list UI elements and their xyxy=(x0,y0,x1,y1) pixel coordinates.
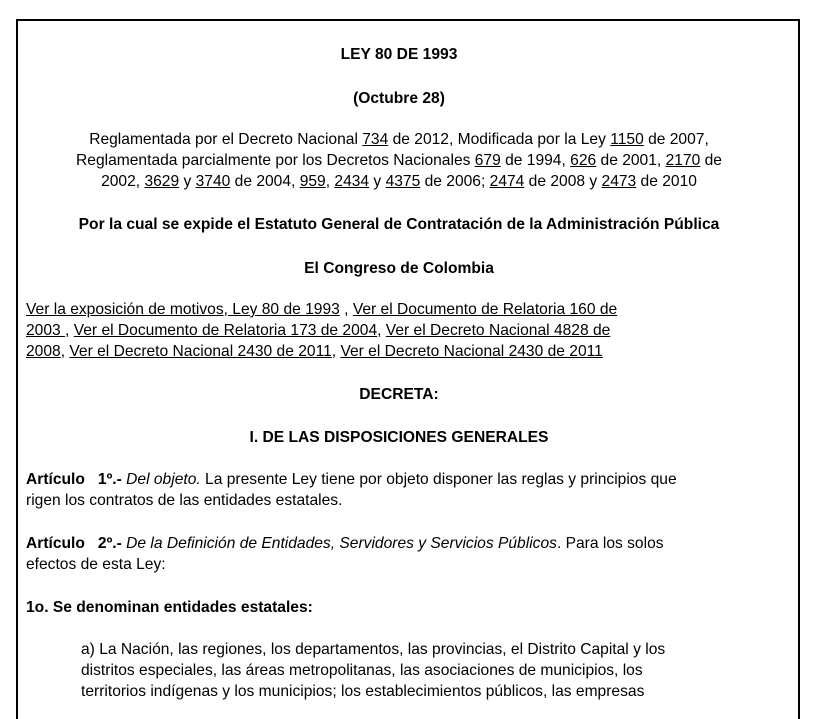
article-2-heading: De la Definición de Entidades, Servidores y Servicios Públicos xyxy=(126,535,557,552)
regulations-text: Reglamentada parcialmente por los Decretos Nacionales xyxy=(76,152,475,169)
link-relatoria-160[interactable]: Ver el Documento de Relatoria 160 de xyxy=(352,301,618,318)
decree-link-959[interactable]: 959 xyxy=(299,173,326,190)
link-decreto-4828-cont[interactable]: 2008 xyxy=(26,343,61,360)
article-2-line-1 xyxy=(26,533,664,554)
law-date: (Octubre 28) xyxy=(353,90,445,107)
item-a-line-3: territorios indígenas y los municipios; los establecimientos públicos, las empresas xyxy=(81,683,645,700)
link-separator: , xyxy=(65,322,74,339)
item-a-line-2: distritos especiales, las áreas metropolitanas, las asociaciones de municipios, los xyxy=(81,662,643,679)
related-links-line-2 xyxy=(26,320,610,341)
item-1-heading: 1o. Se denominan entidades estatales: xyxy=(26,599,313,616)
link-separator: , xyxy=(331,343,341,360)
regulations-text: de 2001, xyxy=(596,152,666,169)
link-separator: , xyxy=(60,343,70,360)
article-2-label: Artículo 2º.- xyxy=(26,535,122,552)
link-separator: , xyxy=(377,322,386,339)
section-title: I. DE LAS DISPOSICIONES GENERALES xyxy=(249,429,549,446)
link-relatoria-173[interactable]: Ver el Documento de Relatoria 173 de 2004 xyxy=(73,322,378,339)
regulations-text: de xyxy=(700,152,722,169)
regulations-text: de 2010 xyxy=(636,173,697,190)
article-1-line-2: rigen los contratos de las entidades estatales. xyxy=(26,492,343,509)
link-separator: , xyxy=(339,301,353,318)
decree-link-734[interactable]: 734 xyxy=(362,131,389,148)
link-decreto-2430-a[interactable]: Ver el Decreto Nacional 2430 de 2011 xyxy=(69,343,332,360)
related-links-line-1 xyxy=(26,299,617,320)
issuer: El Congreso de Colombia xyxy=(304,260,494,277)
decree-link-4375[interactable]: 4375 xyxy=(385,173,421,190)
article-1-line-1 xyxy=(26,469,677,490)
decree-link-2473[interactable]: 2473 xyxy=(601,173,637,190)
regulations-text: de 2008 y xyxy=(524,173,602,190)
law-subtitle: Por la cual se expide el Estatuto General de Contratación de la Administración Pública xyxy=(78,216,720,233)
regulations-text: y xyxy=(179,173,196,190)
related-links-line-3 xyxy=(26,341,603,362)
link-decreto-4828[interactable]: Ver el Decreto Nacional 4828 de xyxy=(385,322,611,339)
article-2-line-2: efectos de esta Ley: xyxy=(26,556,166,573)
decree-link-3629[interactable]: 3629 xyxy=(144,173,180,190)
article-2-text: . Para los solos xyxy=(556,535,664,552)
regulations-text: 2002, xyxy=(101,173,145,190)
regulations-line-2 xyxy=(16,150,782,171)
article-1-label: Artículo 1º.- xyxy=(26,471,122,488)
article-1-text: La presente Ley tiene por objeto disponer las reglas y principios que xyxy=(200,471,677,488)
regulations-text: de 2012, Modificada por la Ley xyxy=(388,131,611,148)
law-title: LEY 80 DE 1993 xyxy=(340,46,458,63)
item-a-line-1: a) La Nación, las regiones, los departamentos, las provincias, el Distrito Capital y los xyxy=(81,641,666,658)
regulations-text: de 2004, xyxy=(230,173,300,190)
link-relatoria-160-cont[interactable]: 2003 xyxy=(26,322,66,339)
link-exposicion-motivos[interactable]: Ver la exposición de motivos, Ley 80 de 1993 xyxy=(26,301,340,318)
regulations-text: de 2006; xyxy=(420,173,490,190)
decree-link-626[interactable]: 626 xyxy=(570,152,597,169)
regulations-text: , xyxy=(325,173,335,190)
regulations-line-3 xyxy=(16,171,782,192)
link-decreto-2430-b[interactable]: Ver el Decreto Nacional 2430 de 2011 xyxy=(340,343,603,360)
decree-link-2474[interactable]: 2474 xyxy=(489,173,525,190)
regulations-text: de 2007, xyxy=(643,131,709,148)
regulations-text: de 1994, xyxy=(500,152,571,169)
decree-link-3740[interactable]: 3740 xyxy=(195,173,231,190)
decree-link-679[interactable]: 679 xyxy=(474,152,501,169)
decreta-heading: DECRETA: xyxy=(359,386,439,403)
law-link-1150[interactable]: 1150 xyxy=(610,131,644,148)
decree-link-2170[interactable]: 2170 xyxy=(665,152,701,169)
regulations-text: y xyxy=(369,173,386,190)
regulations-text: Reglamentada por el Decreto Nacional xyxy=(89,131,363,148)
regulations-line-1 xyxy=(16,129,782,150)
article-1-heading: Del objeto. xyxy=(126,471,201,488)
decree-link-2434[interactable]: 2434 xyxy=(334,173,370,190)
